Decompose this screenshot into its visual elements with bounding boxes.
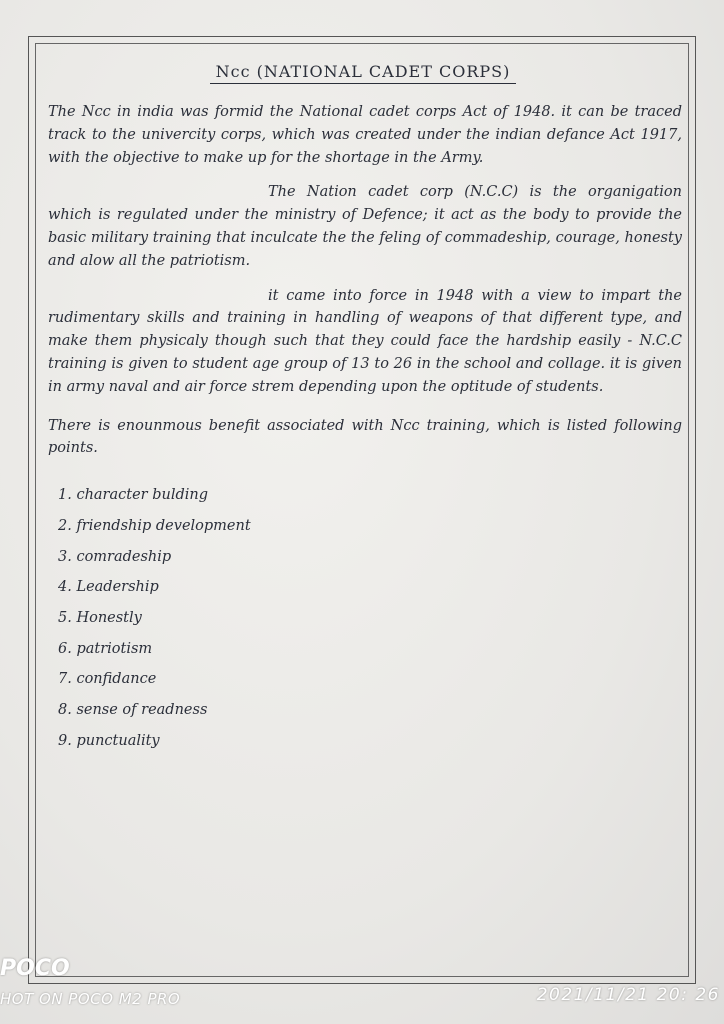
essay-title-text: Ncc (NATIONAL CADET CORPS) — [210, 62, 517, 84]
benefit-list — [58, 480, 686, 756]
shot-on-watermark: HOT ON POCO M2 PRO — [0, 990, 181, 1008]
paragraph-3: it came into force in 1948 with a view to impart the rudimentary skills and training in handling of weapons of that different type, and make them physicaly though such that they could face the hardship easily - N.C.C training is given to student age group of 13 to 26 in the school and collage. it is given in army naval and air force strem depending upon the optitude of students. — [48, 287, 682, 395]
handwritten-essay — [40, 56, 686, 756]
paragraph-1: The Ncc in india was formid the National cadet corps Act of 1948. it can be traced track to the univercity corps, which was created under the indian defance Act 1917, with the objective to make up for the shortage in the Army. — [48, 104, 682, 166]
list-item: 5. Honestly — [58, 609, 142, 626]
list-item: 6. patriotism — [58, 640, 153, 657]
list-item: 1. character bulding — [58, 487, 208, 504]
essay-title — [40, 62, 686, 81]
list-item: 8. sense of readness — [58, 701, 208, 718]
list-item: 7. confidance — [58, 671, 157, 688]
timestamp-watermark: 2021/11/21 20: 26 — [536, 985, 720, 1005]
list-item: 3. comradeship — [58, 548, 172, 565]
paragraph-4: There is enounmous benefit associated with Ncc training, which is listed following points. — [48, 417, 682, 457]
camera-brand-watermark: POCO — [0, 956, 70, 981]
list-item: 2. friendship development — [58, 517, 251, 534]
paragraph-2: The Nation cadet corp (N.C.C) is the organigation which is regulated under the ministry of Defence; it act as the body to provide the basic military training that inculcate the the feling of commadeship, courage, honesty and alow all the patriotism. — [48, 184, 682, 269]
list-item: 9. punctuality — [58, 732, 160, 749]
list-item: 4. Leadership — [58, 579, 159, 596]
